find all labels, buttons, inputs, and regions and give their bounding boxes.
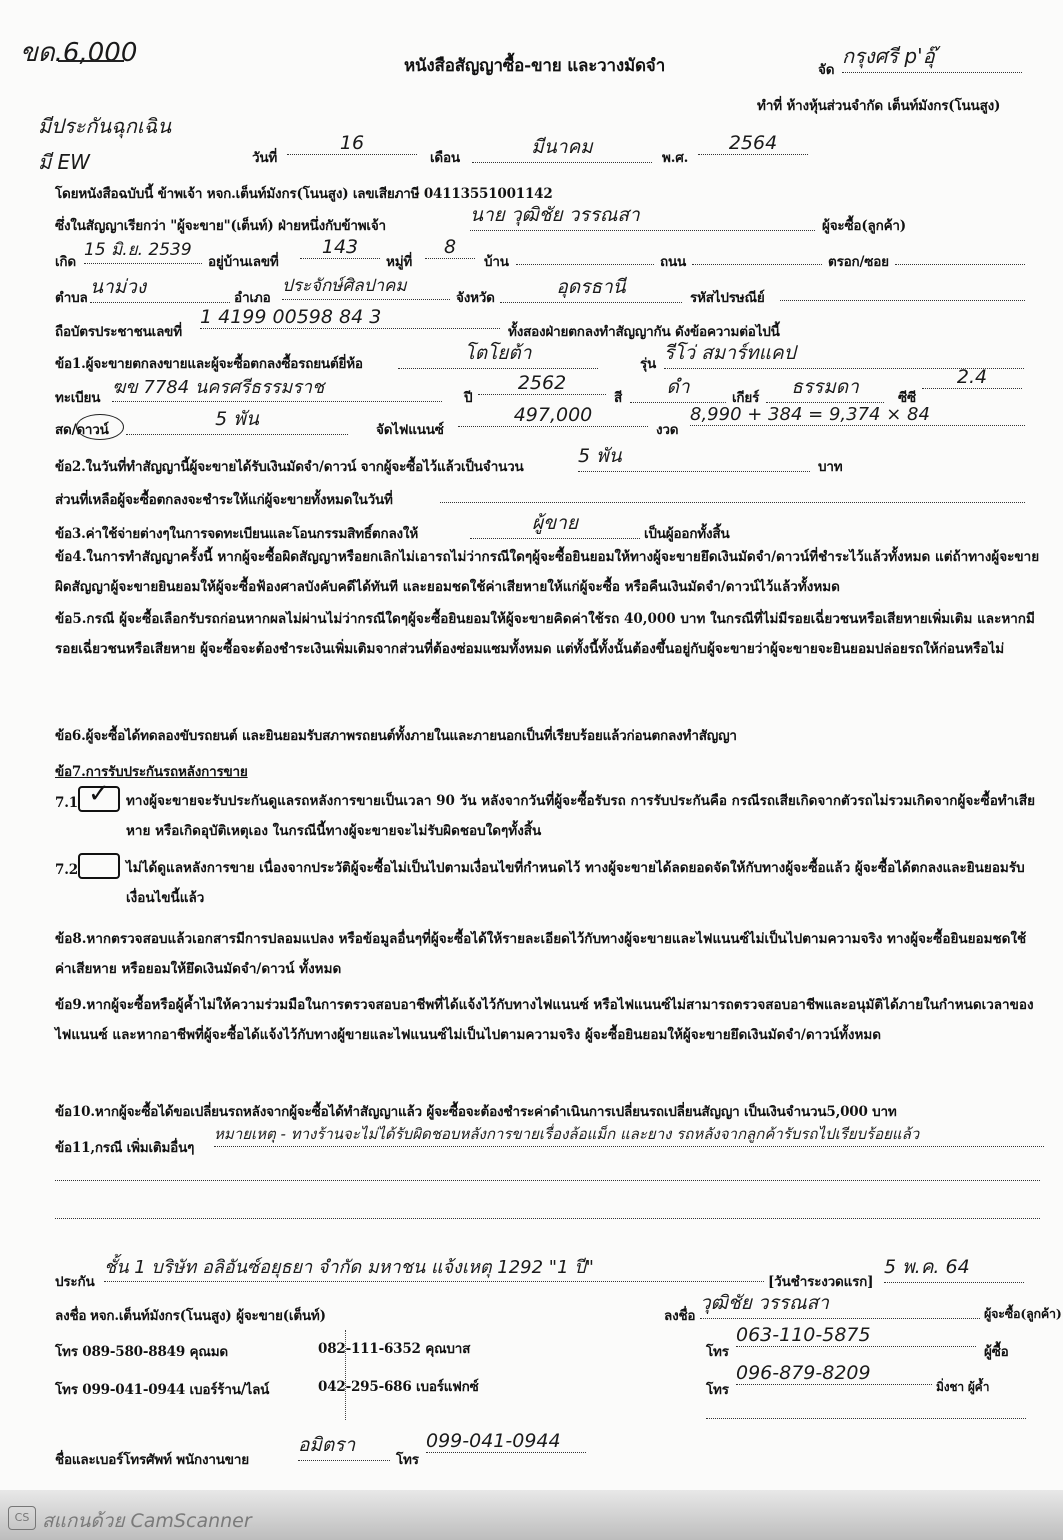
first-due-value: 5 พ.ค. 64 [884, 1252, 1024, 1283]
side-note-insurance: มีประกันฉุกเฉิน [38, 114, 172, 138]
clause72-number: 7.2 [55, 862, 78, 878]
car-model: รีโว่ สมาร์ทแคป [664, 338, 1024, 369]
province-value: อุดรธานี [500, 272, 682, 303]
blank-line-1 [55, 1180, 1040, 1181]
car-year-label: ปี [464, 390, 473, 406]
model-label: รุ่น [640, 356, 657, 372]
buyer-tel-label: โทร [706, 1344, 729, 1360]
road-blank [692, 264, 822, 265]
clause4: ข้อ4.ในการทำสัญญาครั้งนี้ หากผู้จะซื้อผิดสัญญาหรือยกเลิกไม่เอารถไม่ว่ากรณีใดๆผู้จะซื้อยินยอมให้ทางผู้จะขายยึดเงินมัดจำ/ดาวน์ที่ชำระไว้แล้วทั้งหมด แต่ถ้าทางผู้จะขายผิดสัญญาผู้จะขายยินยอมให้ผู้จะซื้อฟ้องศาลบังคับคดีได้ทันที และยอมชดใช้ค่าเสียหายให้แก่ผู้จะซื้อ หรือคืนเงินมัดจำ/ดาวน์ไว้แล้วทั้งหมด [55, 549, 1040, 595]
sales-label: ชื่อและเบอร์โทรศัพท์ พนักงานขาย [55, 1452, 249, 1468]
zip-blank [780, 300, 1025, 301]
intro-line: โดยหนังสือฉบับนี้ ข้าพเจ้า หจก.เต็นท์มังกร(โนนสูง) เลขเสียภาษี 04113551001142 [55, 186, 553, 202]
day-label: วันที่ [252, 150, 278, 166]
camscanner-watermark: สแกนด้วย CamScanner [42, 1510, 252, 1532]
clause11-value: หมายเหตุ - ทางร้านจะไม่ได้รับผิดชอบหลังการขายเรื่องล้อแม็ก และยาง รถหลังจากลูกค้ารับรถไปเรียบร้อยแล้ว [214, 1122, 1044, 1147]
installment-value: 8,990 + 384 = 9,374 × 84 [690, 404, 1025, 426]
buyer-sign-label: ลงชื่อ [664, 1308, 696, 1324]
birth-label: เกิด [55, 254, 76, 270]
house-value: 143 [300, 236, 380, 259]
insurance-value: ชั้น 1 บริษัท อลิอันซ์อยุธยา จำกัด มหาชน แจ้งเหตุ 1292 "1 ปี" [104, 1252, 764, 1282]
car-brand: โตโยต้า [398, 338, 598, 369]
moo-value: 8 [425, 236, 475, 259]
province-label: จังหวัด [456, 290, 495, 306]
guarantor-tel-role: มิ่งชา ผู้ค้ำ [936, 1380, 990, 1394]
clause6: ข้อ6.ผู้จะซื้อได้ทดลองขับรถยนต์ และยินยอมรับสภาพรถยนต์ทั้งภายในและภายนอกเป็นที่เรียบร้อยแล้วก่อนตกลงทำสัญญา [55, 728, 737, 744]
month-value: มีนาคม [472, 132, 652, 163]
clause7-heading: ข้อ7.การรับประกันรถหลังการขาย [55, 764, 248, 780]
sales-name: อมิตรา [298, 1430, 390, 1461]
finance-value: 497,000 [458, 404, 648, 427]
clause72-checkbox [78, 853, 120, 879]
soi-blank [895, 264, 1025, 265]
finance-label: จัดไฟแนนซ์ [376, 422, 444, 438]
scanner-footer [0, 1490, 1063, 1540]
year-value: 2564 [698, 132, 808, 155]
birth-value: 15 มิ.ย. 2539 [84, 236, 202, 264]
clause3-value: ผู้ขาย [470, 508, 640, 539]
clause71-checkbox [78, 779, 120, 812]
seller-sign-name: หจก.เต็นท์มังกร(โนนสูง) ผู้จะขาย(เต็นท์) [90, 1308, 326, 1324]
clause3-suffix: เป็นผู้ออกทั้งสิ้น [644, 526, 730, 542]
road-label: ถนน [660, 254, 687, 270]
clause9: ข้อ9.หากผู้จะซื้อหรือผู้ค้ำไม่ให้ความร่วมมือในการตรวจสอบอาชีพที่ได้แจ้งไว้กับทางไฟแนนซ์ หรือไฟแนนซ์ไม่สามารถตรวจสอบอาชีพและอนุมัติได้ภายในกำหนดเวลาของไฟแนนซ์ และหากอาชีพที่ผู้จะซื้อได้แจ้งไว้กับทางผู้ขายและไฟแนนซ์ไม่เป็นไปตามความจริง ผู้จะซื้อยินยอมให้ผู้จะขายยึดเงินมัดจำ/ดาวน์ทั้งหมด [55, 997, 1034, 1043]
place-line: ทำที่ ห้างหุ้นส่วนจำกัด เต็นท์มังกร(โนนสูง) [757, 98, 1001, 114]
house-label: อยู่บ้านเลขที่ [208, 254, 279, 270]
clause2b-blank [440, 502, 1025, 503]
clause71-number: 7.1 [55, 795, 78, 811]
clause2-text: ข้อ2.ในวันที่ทำสัญญานี้ผู้จะขายได้รับเงินมัดจำ/ดาวน์ จากผู้จะซื้อไว้แล้วเป็นจำนวน [55, 459, 524, 475]
down-label: สด/ดาวน์ [55, 422, 109, 438]
installment-label: งวด [656, 422, 679, 438]
gear-label: เกียร์ [732, 390, 760, 406]
clause5: ข้อ5.กรณี ผู้จะซื้อเลือกรับรถก่อนหากผลไม่ผ่านไม่ว่ากรณีใดๆผู้จะซื้อยินยอมให้ผู้จะขายคิดค่าใช้รถ 40,000 บาท ในกรณีที่ไม่มีรอยเฉี่ยวชนหรือเสียหายเพิ่มเติม และหากมีรอยเฉี่ยวชนหรือเสียหาย ผู้จะซื้อจะต้องชำระเงินเพิ่มเติมจากส่วนที่ต้องซ่อมแซมทั้งหมด แต่ทั้งนี้ทั้งนั้นต้องขึ้นอยู่กับผู้จะขายว่าผู้จะขายจะยินยอมปล่อยรถให้ก่อนหรือไม่ [55, 611, 1035, 657]
id-card-value: 1 4199 00598 84 3 [200, 306, 500, 329]
buyer-signature: วุฒิชัย วรรณสา [700, 1288, 980, 1319]
amphoe-label: อำเภอ [234, 290, 271, 306]
down-value: 5 พัน [126, 404, 348, 435]
id-card-label: ถือบัตรประชาชนเลขที่ [55, 324, 182, 340]
tambon-value: นาม่วง [90, 272, 230, 303]
color-value: ดำ [630, 372, 726, 403]
insurance-label: ประกัน [55, 1274, 95, 1290]
buyer-tel-value: 063-110-5875 [736, 1324, 976, 1347]
buyer-sign-role: ผู้จะซื้อ(ลูกค้า) [984, 1306, 1062, 1321]
side-note-ew: มี EW [38, 150, 90, 174]
clause3-text: ข้อ3.ค่าใช้จ่ายต่างๆในการจดทะเบียนและโอนกรรมสิทธิ์ตกลงให้ [55, 526, 419, 542]
plate-label: ทะเบียน [55, 390, 101, 406]
year-label: พ.ศ. [662, 150, 689, 166]
camscanner-logo: CS [8, 1506, 36, 1530]
soi-label: ตรอก/ซอย [828, 254, 889, 270]
arranged-by-label: จัด [818, 62, 835, 78]
document-title: หนังสือสัญญาซื้อ-ขาย และวางมัดจำ [404, 56, 666, 76]
clause8: ข้อ8.หากตรวจสอบแล้วเอกสารมีการปลอมแปลง หรือข้อมูลอื่นๆที่ผู้จะซื้อได้ให้รายละเอียดไว้กับทางผู้จะขายและไฟแนนซ์ไม่เป็นไปตามความจริง ทางผู้จะซื้อยินยอมชดใช้ค่าเสียหาย หรือยอมให้ยึดเงินมัดจำ/ดาวน์ ทั้งหมด [55, 931, 1027, 977]
vertical-separator [345, 1330, 346, 1420]
village-label: บ้าน [484, 254, 509, 270]
village-blank [516, 264, 654, 265]
car-year-value: 2562 [478, 372, 606, 395]
contact-tel1: โทร 089-580-8849 คุณมด [55, 1344, 228, 1360]
moo-label: หมู่ที่ [386, 254, 413, 270]
sales-tel-value: 099-041-0944 [426, 1430, 586, 1453]
tambon-label: ตำบล [55, 290, 88, 306]
guarantor-tel-value: 096-879-8209 [736, 1362, 932, 1385]
first-due-label: [วันชำระงวดแรก] [768, 1274, 874, 1290]
check-icon: ✓ [88, 779, 110, 809]
amphoe-value: ประจักษ์ศิลปาคม [282, 272, 450, 300]
day-value: 16 [287, 132, 417, 155]
corner-amount-note: ขด.6,000 [20, 38, 138, 68]
clause2b-text: ส่วนที่เหลือผู้จะซื้อตกลงจะชำระให้แก่ผู้จะขายทั้งหมดในวันที่ [55, 492, 393, 508]
color-label: สี [614, 390, 623, 406]
buyer-role-label: ผู้จะซื้อ(ลูกค้า) [822, 218, 906, 234]
corner-underline [58, 60, 124, 62]
buyer-name: นาย วุฒิชัย วรรณสา [470, 200, 815, 231]
id-card-suffix: ทั้งสองฝ่ายตกลงทำสัญญากัน ดังข้อความต่อไปนี้ [508, 324, 780, 340]
contact-tel2: 082-111-6352 คุณบาส [318, 1341, 471, 1357]
arranged-by-value: กรุงศรี p'อุ๊ [842, 40, 1022, 73]
contact-tel4: 042-295-686 เบอร์แฟกซ์ [318, 1379, 479, 1395]
zip-label: รหัสไปรษณีย์ [690, 290, 765, 306]
clause11-label: ข้อ11,กรณี เพิ่มเติมอื่นๆ [55, 1140, 195, 1156]
clause10: ข้อ10.หากผู้จะซื้อได้ขอเปลี่ยนรถหลังจากผู้จะซื้อได้ทำสัญญาแล้ว ผู้จะซื้อจะต้องชำระค่าดำเนินการเปลี่ยนรถเปลี่ยนสัญญา เป็นเงินจำนวน5,000 บาท [55, 1104, 897, 1120]
blank-line-2 [55, 1218, 1040, 1219]
guarantor-tel-label: โทร [706, 1382, 729, 1398]
plate-value: ฆข 7784 นครศรีธรรมราช [112, 372, 442, 402]
clause72-text: ไม่ได้ดูแลหลังการขาย เนื่องจากประวัติผู้จะซื้อไม่เป็นไปตามเงื่อนไขที่กำหนดไว้ ทางผู้จะขายได้ลดยอดจัดให้กับทางผู้จะซื้อแล้ว ผู้จะซื้อได้ตกลงและยินยอมรับเงื่อนไขนี้แล้ว [126, 860, 1025, 906]
clause2-amount: 5 พัน [578, 441, 810, 472]
gear-value: ธรรมดา [766, 372, 884, 403]
extra-blank-line [706, 1418, 1026, 1419]
clause1-label: ข้อ1.ผู้จะขายตกลงขายและผู้จะซื้อตกลงซื้อรถยนต์ยี่ห้อ [55, 356, 363, 372]
clause71-text: ทางผู้จะขายจะรับประกันดูแลรถหลังการขายเป็นเวลา 90 วัน หลังจากวันที่ผู้จะซื้อรับรถ การรับประกันคือ กรณีรถเสียเกิดจากตัวรถไม่รวมเกิดจากผู้จะซื้อทำเสียหาย หรือเกิดอุบัติเหตุเอง ในกรณีนี้ทางผู้จะขายจะไม่รับผิดชอบใดๆทั้งสิ้น [126, 793, 1036, 839]
contact-tel3: โทร 099-041-0944 เบอร์ร้าน/ไลน์ [55, 1382, 270, 1398]
clause2-unit: บาท [818, 459, 843, 475]
cc-value: 2.4 [922, 366, 1022, 389]
sales-tel-label: โทร [396, 1452, 419, 1468]
cc-label: ซีซี [898, 390, 916, 406]
buyer-tel-role: ผู้ซื้อ [984, 1344, 1009, 1360]
seller-definition: ซึ่งในสัญญาเรียกว่า "ผู้จะขาย"(เต็นท์) ฝ่ายหนึ่งกับข้าพเจ้า [55, 218, 386, 234]
month-label: เดือน [430, 150, 460, 166]
seller-sign-label: ลงชื่อ [55, 1308, 87, 1324]
